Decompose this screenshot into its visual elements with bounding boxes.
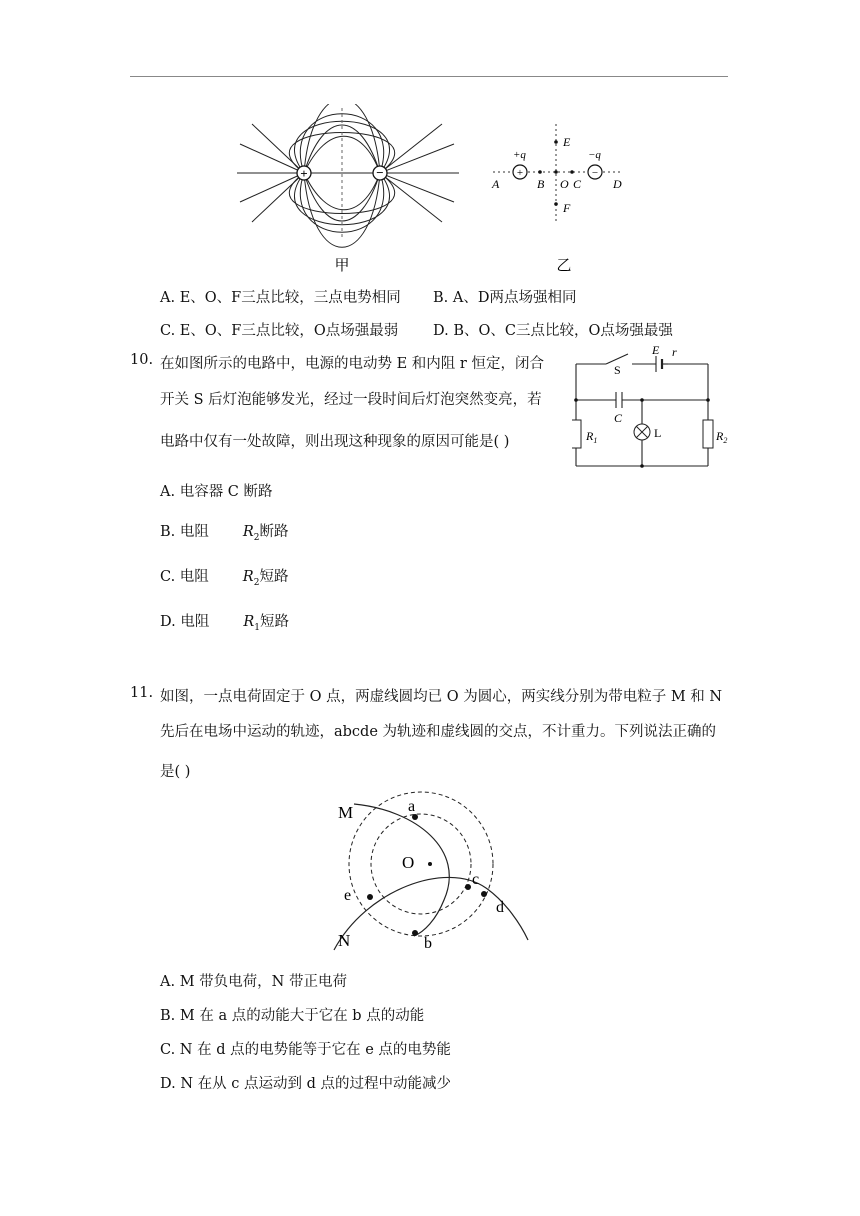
q11-stem-line3: 是( ) bbox=[160, 764, 191, 780]
q11-option-b: B. M 在 a 点的动能大于它在 b 点的动能 bbox=[160, 1008, 425, 1024]
q11-option-c: C. N 在 d 点的电势能等于它在 e 点的电势能 bbox=[160, 1042, 451, 1058]
svg-text:−: − bbox=[376, 165, 384, 180]
svg-text:+: + bbox=[516, 167, 524, 179]
q9-option-b: B. A、D两点场强相同 bbox=[433, 290, 577, 306]
figure-label-n: N bbox=[338, 931, 351, 950]
circuit-label-s: S bbox=[614, 363, 621, 377]
label-C: C bbox=[573, 177, 582, 191]
figure-label-a: a bbox=[408, 798, 416, 815]
figure-label-m: M bbox=[338, 803, 354, 822]
q11-stem-line1: 如图，一点电荷固定于 O 点，两虚线圆均已 O 为圆心，两实线分别为带电粒子 M 和 N bbox=[160, 689, 723, 705]
header-rule bbox=[130, 76, 728, 77]
q11-option-d: D. N 在从 c 点运动到 d 点的过程中动能减少 bbox=[160, 1076, 451, 1092]
circuit-label-l: L bbox=[654, 426, 662, 440]
label-B: B bbox=[537, 177, 545, 191]
circuit-label-r: r bbox=[672, 345, 677, 359]
circuit-label-r1: $R_1$ bbox=[586, 429, 598, 445]
figure-label-b: b bbox=[424, 935, 432, 952]
q10-stem-line3: 电路中仅有一处故障，则出现这种现象的原因可能是( ) bbox=[160, 434, 510, 450]
label-minus-q: −q bbox=[588, 149, 601, 161]
q10-stem-line1: 在如图所示的电路中，电源的电动势 E 和内阻 r 恒定，闭合 bbox=[160, 356, 544, 372]
figure-label-c: c bbox=[472, 871, 480, 888]
figure-label-jia: 甲 bbox=[334, 258, 350, 274]
q9-option-c: C. E、O、F三点比较，O点场强最弱 bbox=[160, 323, 399, 339]
figure-label-yi: 乙 bbox=[556, 258, 572, 274]
q10-number: 10. bbox=[130, 352, 154, 368]
label-D: D bbox=[613, 177, 622, 191]
charges-axis-figure bbox=[488, 124, 628, 276]
dipole-field-figure bbox=[232, 104, 464, 274]
svg-text:+: + bbox=[300, 166, 308, 181]
label-F: F bbox=[563, 201, 571, 215]
figure-label-o: O bbox=[402, 853, 415, 872]
label-O: O bbox=[560, 177, 569, 191]
circuit-label-r2: $R_2$ bbox=[716, 429, 728, 445]
q11-number: 11. bbox=[130, 685, 154, 701]
circuit-diagram bbox=[572, 344, 734, 472]
circuit-label-e: E bbox=[652, 344, 660, 357]
q9-option-d: D. B、O、C三点比较，O点场强最强 bbox=[433, 323, 673, 339]
q10-option-a: A. 电容器 C 断路 bbox=[160, 484, 273, 500]
svg-text:−: − bbox=[591, 167, 599, 179]
q10-option-b: B. 电阻 $R_2$断路 bbox=[160, 524, 289, 543]
q9-option-a: A. E、O、F三点比较，三点电势相同 bbox=[160, 290, 401, 306]
trajectory-figure bbox=[326, 790, 536, 954]
q10-option-d: D. 电阻 $R_1$短路 bbox=[160, 614, 289, 633]
figure-label-d: d bbox=[496, 899, 504, 916]
label-plus-q: +q bbox=[513, 149, 526, 161]
q10-option-c: C. 电阻 $R_2$短路 bbox=[160, 569, 289, 588]
q10-stem-line2: 开关 S 后灯泡能够发光，经过一段时间后灯泡突然变亮，若 bbox=[160, 392, 542, 408]
circuit-label-c: C bbox=[614, 411, 623, 425]
label-E: E bbox=[563, 135, 571, 149]
figure-label-e: e bbox=[344, 887, 352, 904]
q11-stem-line2: 先后在电场中运动的轨迹，abcde 为轨迹和虚线圆的交点，不计重力。下列说法正确的 bbox=[160, 724, 717, 740]
q11-option-a: A. M 带负电荷，N 带正电荷 bbox=[160, 974, 347, 990]
label-A: A bbox=[492, 177, 500, 191]
